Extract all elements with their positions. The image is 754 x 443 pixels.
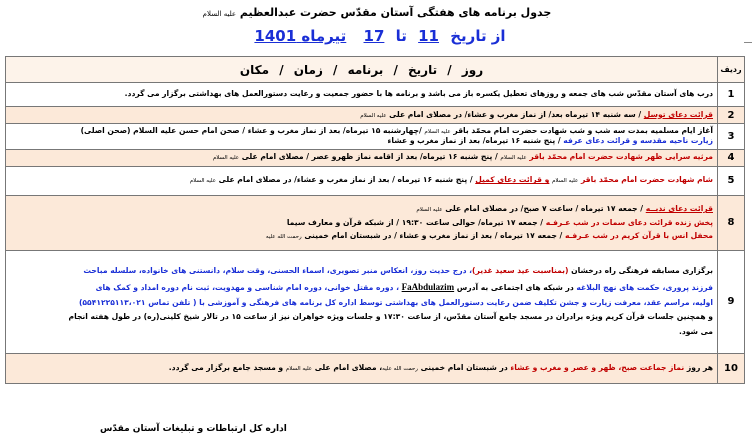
honorific: علیه السلام bbox=[212, 155, 240, 162]
row-content bbox=[6, 250, 718, 353]
row-text: درب های آستان مقدّس شب های جمعه و روزهای تعطیل یکسره باز می باشد و برنامه ها با حضور جمعیت و رعایت دستورالعمل های بهداشتی برگزار می گردد. bbox=[124, 89, 713, 99]
table-header-row bbox=[6, 57, 745, 83]
page-title bbox=[0, 6, 754, 19]
program-list: فرزند پروری، حکمت های نهج البلاغه bbox=[576, 282, 713, 292]
program-details: هر روز bbox=[686, 362, 713, 372]
table-row bbox=[6, 353, 745, 383]
date-prefix: از تاریخ bbox=[450, 27, 506, 45]
program-details: / جمعه ۱۷ تیرماه / بعد از نماز مغرب و عشاء / در شبستان امام خمینی bbox=[304, 230, 563, 240]
program-occasion: (بمناسبت عید سعید غدیر) bbox=[472, 266, 569, 276]
program-list: ، دوره مقتل خوانی، دوره امام شناسی و مهدویت، ثبت نام دوره امداد و کمک های bbox=[95, 282, 399, 292]
honorific: علیه السلام bbox=[416, 207, 443, 214]
program-details: و مسجد جامع برگزار می گردد. bbox=[168, 362, 284, 372]
program-details: / پنج شنبه ۱۶ تیرماه/ بعد از اقامه نماز ظهرو عصر / مصلای امام علی bbox=[241, 152, 498, 162]
program-name: شام شهادت حضرت امام محمّد باقر bbox=[580, 175, 713, 185]
program-name: برگزاری مسابقه فرهنگی راه درخشان bbox=[571, 266, 713, 276]
program-name: مرثیه سرایی ظهر شهادت حضرت امام محمّد باقر bbox=[529, 152, 713, 162]
row-number: 8 bbox=[718, 195, 745, 250]
title-text: جدول برنامه های هفتگی آستان مقدّس حضرت عبدالعظیم bbox=[239, 6, 552, 19]
program-name: قرائت دعای توسل bbox=[643, 109, 713, 119]
program-list: ، درج حدیث روز، انعکاس منبر تصویری، اسماء الحسنی، وقت سلام، دانستنی های خانواده، سلسله مباحث bbox=[83, 266, 473, 276]
date-range bbox=[0, 27, 754, 45]
honorific: علیه السلام bbox=[360, 112, 387, 119]
table-row bbox=[6, 124, 745, 150]
honorific: علیه السلام bbox=[424, 129, 451, 135]
program-details: / جمعه ۱۷ تیرماه/ حوالی ساعت ۱۹:۳۰ / از شبکه قرآن و معارف سیما bbox=[286, 217, 544, 227]
row-number: 2 bbox=[718, 107, 745, 124]
schedule-table bbox=[5, 56, 745, 384]
date-year: 1401 bbox=[254, 27, 297, 45]
date-from: 11 bbox=[418, 27, 439, 45]
row-content bbox=[6, 124, 718, 150]
table-row bbox=[6, 250, 745, 353]
program-details: ، مصلای امام علی bbox=[314, 362, 383, 372]
table-row bbox=[6, 83, 745, 107]
row-content bbox=[6, 195, 718, 250]
program-details: /چهارشنبه ۱۵ تیرماه/ بعد از نماز مغرب و عشاء / صحن امام حسن علیه السلام (صحن اصلی) bbox=[80, 126, 422, 135]
program-name: نماز جماعت صبح، ظهر و عصر و مغرب و عشاء bbox=[510, 362, 685, 372]
scroll-marker bbox=[744, 42, 752, 48]
header-row-number: ردیف bbox=[718, 57, 745, 83]
header-columns: روز / تاریخ / برنامه / زمان / مکان bbox=[6, 57, 718, 83]
row-content bbox=[6, 166, 718, 195]
program-details: می شود. bbox=[678, 326, 713, 336]
program-name: پخش زنده قرائت دعای سمات در شب عـرفـه bbox=[545, 217, 713, 227]
table-row bbox=[6, 195, 745, 250]
row-number: 1 bbox=[718, 83, 745, 107]
program-details: / پنج شنبه ۱۶ تیرماه/ بعد از نماز مغرب و عشاء bbox=[387, 136, 561, 146]
row-number: 3 bbox=[718, 124, 745, 150]
row-number: 9 bbox=[718, 250, 745, 353]
program-details: / جمعه ۱۷ تیرماه / ساعت ۷ صبح/ در مصلای امام علی bbox=[445, 204, 644, 214]
program-details: در شبستان امام خمینی bbox=[420, 362, 508, 372]
title-suffix: علیه السلام bbox=[202, 10, 237, 18]
program-name: زیارت ناحیه مقدسه و قرائت دعای عرفه bbox=[563, 136, 713, 146]
program-name: قرائت دعای ندبــه bbox=[645, 204, 713, 214]
table-row bbox=[6, 107, 745, 124]
date-separator: تا bbox=[395, 27, 407, 45]
social-handle: FaAbdulazim bbox=[401, 281, 455, 292]
footer-signature: اداره کل ارتباطات و تبلیغات آستان مقدّس bbox=[100, 424, 287, 434]
program-details: / پنج شنبه ۱۶ تیرماه / بعد از نماز مغرب و عشاء/ در مصلای امام علی bbox=[218, 175, 473, 185]
row-content bbox=[6, 149, 718, 166]
honorific: رحمت الله علیه bbox=[382, 365, 418, 372]
honorific: علیه السلام bbox=[552, 178, 579, 185]
row-content bbox=[6, 353, 718, 383]
program-name: و قرائت دعای کمیل bbox=[475, 175, 550, 185]
date-to: 17 bbox=[363, 27, 385, 45]
program-details: اولیه، مراسم عقد، معرفت زیارت و جشن تکلیف ضمن رعایت دستورالعمل های بهداشتی توسط اداره کل برنامه های فرهنگی و آموزشی با ( تلفن تماس ۵۵۴۱۲۲۵۱۱۳،۰۲۱) bbox=[78, 297, 713, 307]
honorific: علیه السلام bbox=[285, 365, 313, 372]
program-details: و همچنین جلسات قرآن کریم ویژه برادران در مسجد جامع آستان مقدّس، از ساعت ۱۷:۳۰ و جلسات ویژه خواهران نیز از ساعت ۱۵ در تالار شیخ کلینی(ره) در طول هفته انجام bbox=[68, 312, 713, 322]
program-name: محفل انس با قرآن کریم در شب عـرفـه bbox=[565, 230, 713, 240]
row-number: 4 bbox=[718, 149, 745, 166]
honorific: رحمت الله علیه bbox=[265, 233, 302, 240]
program-details: / سه شنبه ۱۴ تیرماه بعد/ از نماز مغرب و عشاء/ در مصلای امام علی bbox=[389, 109, 642, 119]
date-month: تیرماه bbox=[301, 27, 347, 45]
row-number: 10 bbox=[718, 353, 745, 383]
honorific: علیه السلام bbox=[189, 178, 217, 185]
program-name: آغاز ایام مسلمیه بمدت سه شب و شب شهادت حضرت امام محمّد باقر bbox=[453, 126, 713, 135]
row-number: 5 bbox=[718, 166, 745, 195]
honorific: علیه السلام bbox=[500, 155, 527, 162]
program-details: در شبکه های اجتماعی به آدرس bbox=[456, 282, 574, 292]
table-row bbox=[6, 166, 745, 195]
table-row bbox=[6, 149, 745, 166]
row-content bbox=[6, 107, 718, 124]
row-content bbox=[6, 83, 718, 107]
